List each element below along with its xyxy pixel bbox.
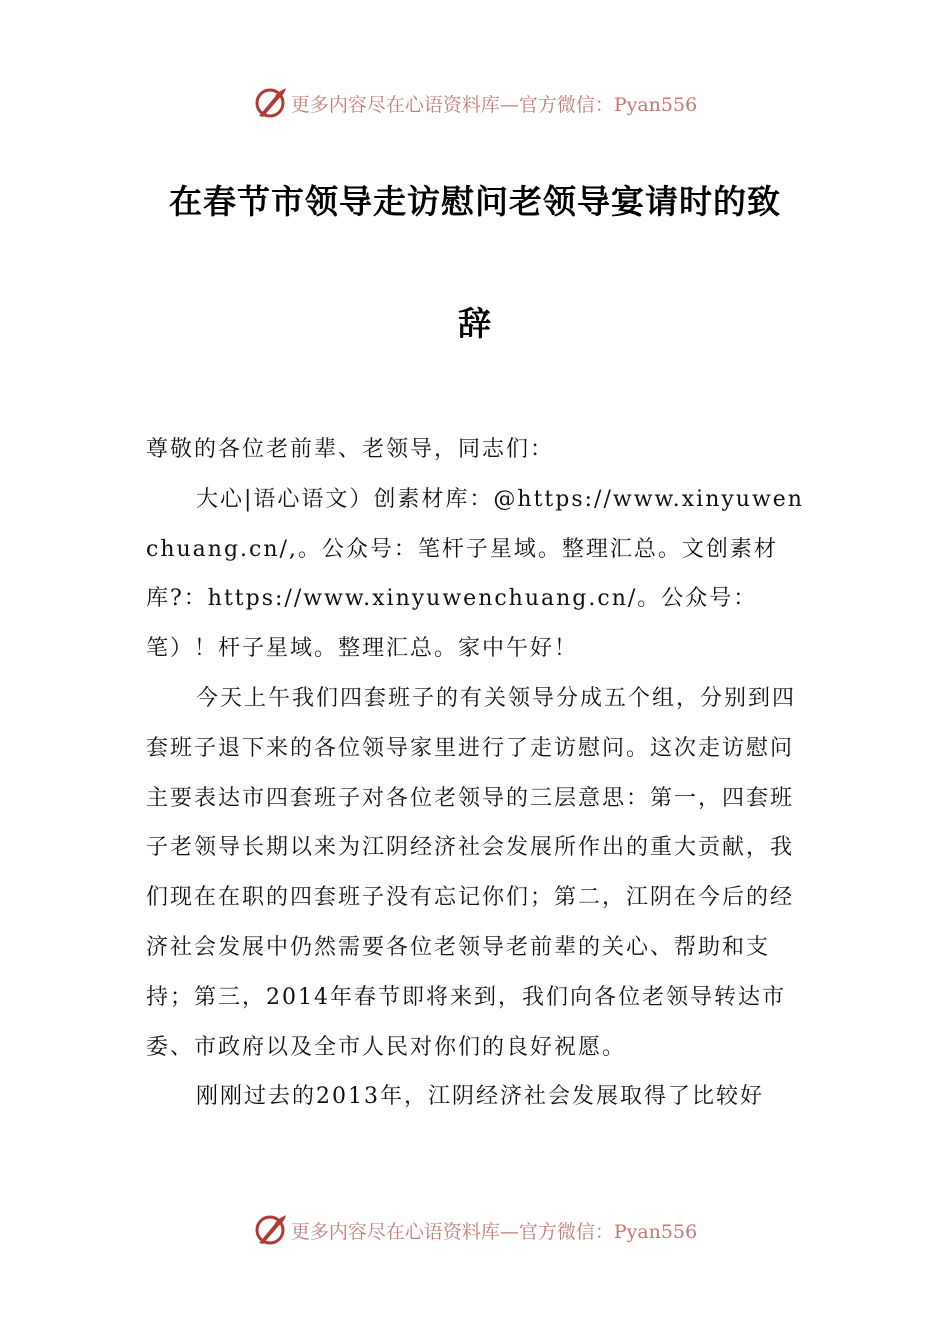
paragraph-1: 大心|语心语文）创素材库：@https://www.xinyuwenchuang.cn/,。公众号：笔杆子星域。整理汇总。文创素材库?：https://www.xinyuwenchuang.cn/。公众号：笔）！杆子星域。整理汇总。家中午好！	[146, 486, 804, 662]
header-banner	[0, 83, 950, 123]
footer-banner	[0, 1210, 950, 1250]
document-title-line2: 辞	[458, 304, 492, 343]
paragraph-3: 刚刚过去的2013年，江阴经济社会发展取得了比较好	[196, 1084, 764, 1110]
document-body	[146, 425, 811, 1122]
quill-logo-icon	[253, 86, 287, 120]
salutation: 尊敬的各位老前辈、老领导，同志们：	[146, 437, 555, 462]
document-title-line1: 在春节市领导走访慰问老领导宴请时的致	[169, 182, 781, 221]
paragraph-2: 今天上午我们四套班子的有关领导分成五个组，分别到四套班子退下来的各位领导家里进行了走访慰问。这次走访慰问主要表达市四套班子对各位老领导的三层意思：第一，四套班子老领导长期以来为江阴经济社会发展所作出的重大贡献，我们现在在职的四套班子没有忘记你们；第二，江阴在今后的经济社会发展中仍然需要各位老领导老前辈的关心、帮助和支持；第三，2014年春节即将来到，我们向各位老领导转达市委、市政府以及全市人民对你们的良好祝愿。	[146, 685, 797, 1060]
header-banner-text: 更多内容尽在心语资料库—官方微信：Pyan556	[290, 93, 698, 116]
footer-banner-text: 更多内容尽在心语资料库—官方微信：Pyan556	[290, 1220, 698, 1243]
quill-logo-icon	[253, 1213, 287, 1247]
